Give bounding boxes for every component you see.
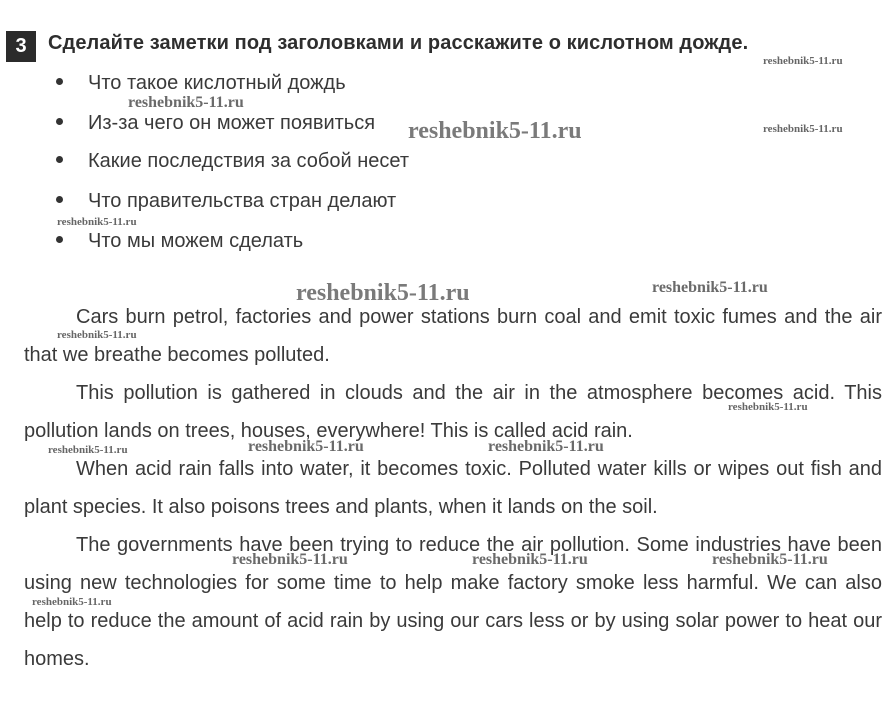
paragraph: When acid rain falls into water, it becomes toxic. Polluted water kills or wipes out fish and plant species. It also poisons trees and plants, when it lands on the soil.	[24, 458, 882, 518]
watermark: reshebnik5-11.ru	[728, 401, 808, 413]
watermark: reshebnik5-11.ru	[48, 444, 128, 456]
watermark: reshebnik5-11.ru	[128, 94, 244, 111]
watermark: reshebnik5-11.ru	[32, 596, 112, 608]
paragraph: The governments have been trying to reduce the air pollution. Some industries have been using new technologies for some time to help make factory smoke less harmful. We can also help to reduce the amount of acid rain by using our cars less or by using solar power to heat our homes.	[24, 534, 882, 670]
bullet-icon	[56, 78, 63, 85]
bullet-icon	[56, 196, 63, 203]
list-item	[56, 112, 375, 135]
paragraph: Cars burn petrol, factories and power stations burn coal and emit toxic fumes and the air that we breathe becomes polluted.	[24, 306, 882, 366]
list-item-text: Из-за чего он может появиться	[88, 112, 376, 134]
watermark: reshebnik5-11.ru	[488, 438, 604, 455]
bullet-icon	[56, 118, 63, 125]
watermark: reshebnik5-11.ru	[57, 216, 137, 228]
watermark: reshebnik5-11.ru	[57, 329, 137, 341]
watermark: reshebnik5-11.ru	[763, 55, 843, 67]
task-title: Сделайте заметки под заголовками и расскажите о кислотном дожде.	[48, 32, 749, 54]
watermark: reshebnik5-11.ru	[652, 279, 768, 296]
list-item	[56, 150, 409, 173]
paragraph: This pollution is gathered in clouds and the air in the atmosphere becomes acid. This pollution lands on trees, houses, everywhere! This is called acid rain.	[24, 382, 882, 442]
list-item-text: Что такое кислотный дождь	[88, 72, 346, 94]
list-item-text: Что мы можем сделать	[88, 230, 304, 252]
watermark: reshebnik5-11.ru	[472, 551, 588, 568]
watermark: reshebnik5-11.ru	[712, 551, 828, 568]
watermark: reshebnik5-11.ru	[763, 123, 843, 135]
list-item-text: Какие последствия за собой несет	[88, 150, 409, 172]
list-item	[56, 190, 396, 213]
watermark: reshebnik5-11.ru	[248, 438, 364, 455]
list-item	[56, 72, 346, 95]
bullet-icon	[56, 156, 63, 163]
bullet-icon	[56, 236, 63, 243]
list-item	[56, 230, 303, 253]
list-item-text: Что правительства стран делают	[88, 190, 397, 212]
watermark: reshebnik5-11.ru	[408, 118, 582, 144]
watermark: reshebnik5-11.ru	[296, 280, 470, 306]
task-number-badge: 3	[6, 31, 36, 62]
watermark: reshebnik5-11.ru	[232, 551, 348, 568]
